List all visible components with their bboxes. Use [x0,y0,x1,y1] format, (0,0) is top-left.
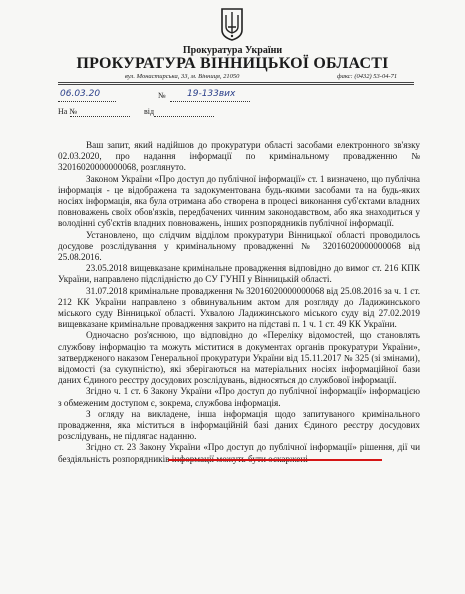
reply-date-label: від [144,107,155,116]
org-address: вул. Монастирська, 33, м. Вінниця, 21050 [125,73,240,80]
number-underline [170,101,250,102]
paragraph: Згідно ст. 23 Закону України «Про доступ до публічної інформації» рішення, дії чи бездіяльність розпорядників інформації можуть бути оскаржені [58,442,420,464]
paragraph: 31.07.2018 кримінальне провадження № 32016020000000068 від 25.08.2016 за ч. 1 ст. 212 КК України направлено з обвинувальним актом для розгляду до Ладижинського міського суду Вінницької області. Ухвалою Ладижинського міського суду від 27.02.2019 вищевказане кримінальне провадження закрито на підставі п. 1 ч. 1 ст. 49 КК України. [58,285,420,330]
handwritten-date: 06.03.20 [60,89,101,99]
paragraph: Ваш запит, який надійшов до прокуратури області засобами електронного зв'язку 02.03.2020, про надання інформації по кримінальному провадженню № 32016020000000068, розглянуто. [58,140,420,173]
org-title: ПРОКУРАТУРА ВІННИЦЬКОЇ ОБЛАСТІ [76,55,389,72]
date-underline [58,101,116,102]
reference-block [58,89,418,119]
letter-body [58,140,420,465]
handwritten-number: 19-133вих [187,89,236,99]
trident-emblem-icon [219,6,245,42]
paragraph: Установлено, що слідчим відділом прокуратури Вінницької області проводилось досудове розслідування у кримінальному провадженні № 32016020000000068 від 25.08.2016. [58,229,420,263]
paragraph: Одночасно роз'яснюю, що відповідно до «Переліку відомостей, що становлять службову інформацію та можуть міститися в документах органів прокуратури України», затвердженого наказом Генеральної прокуратури України від 15.11.2017 № 325 (зі змінами), відомості (за сукупністю), які зберігаються на матеріальних носіях інформаційної бази даних Єдиного реєстру досудових розслідувань, відносяться до службової інформації. [58,330,420,386]
number-label: № [158,91,166,100]
org-subtitle: Прокуратура України [182,45,283,56]
paragraph: Згідно ч. 1 ст. 6 Закону України «Про доступ до публічної інформації» інформацією з обмеженим доступом є, зокрема, службова інформація. [58,386,420,408]
paragraph: З огляду на викладене, інша інформація щодо запитуваного кримінального провадження, яка міститься в інформаційній базі даних Єдиного реєстру досудових розслідувань, не підлягає наданню. [58,408,420,442]
red-underline-annotation [168,459,382,461]
paragraph: Законом України «Про доступ до публічної інформації» ст. 1 визначено, що публічна інформація - це відображена та задокументована будь-якими засобами та на будь-яких носіях інформація, яка була отримана або створена в процесі виконання суб'єктами владних повноважень своїх обов'язків, передбачених чинним законодавством, або яка знаходиться у володінні суб'єктів владних повноважень, інших розпорядників публічної інформації. [58,173,420,229]
header-divider-thin [58,84,414,85]
org-fax: факс: (0432) 53-04-71 [337,73,398,80]
header-divider [58,82,414,83]
reply-date-blank [154,116,214,117]
reply-to-label: На № [58,107,77,116]
reply-number-blank [70,116,130,117]
paragraph: 23.05.2018 вищевказане кримінальне провадження відповідно до вимог ст. 216 КПК України, направлено підслідністю до СУ ГУНП у Вінницькій області. [58,263,420,285]
